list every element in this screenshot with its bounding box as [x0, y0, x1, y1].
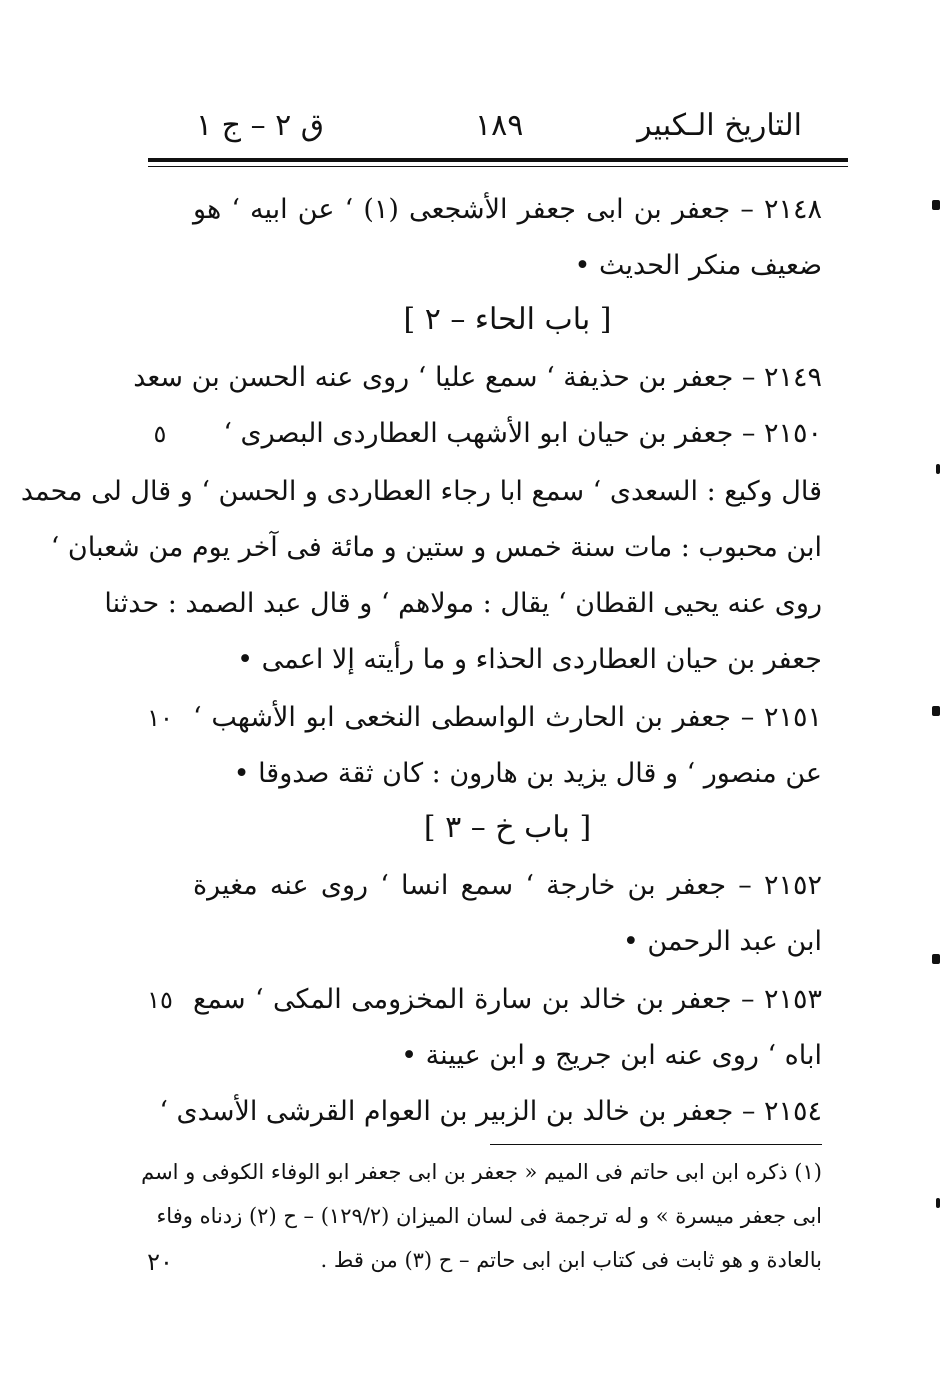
entry-2154-line-1: ٢١٥٤ – جعفر بن خالد بن الزبير بن العوام القرشى الأسدى ‘ — [159, 1096, 822, 1127]
entry-2153-line-2: اباه ‘ روى عنه ابن جريج و ابن عيينة • — [401, 1040, 822, 1071]
chapter-heading-ha: [ باب الحاء – ٢ ] — [403, 302, 612, 337]
footnote-line-3: بالعادة و هو ثابت فى كتاب ابن ابى حاتم – ح (٣) من قط . — [320, 1248, 822, 1272]
entry-2153-line-1: ٢١٥٣ – جعفر بن خالد بن سارة المخزومى المكى ‘ سمع — [193, 984, 822, 1015]
margin-line-number: ٥ — [153, 420, 167, 448]
footnote-line-2: ابى جعفر ميسرة » و له ترجمة فى لسان الميزان (١٢٩/٢) – ح (٢) زدناه وفاء — [156, 1204, 822, 1228]
footnote-line-1: (١) ذكره ابن ابى حاتم فى الميم « جعفر بن ابى جعفر ابو الوفاء الكوفى و اسم — [141, 1160, 822, 1184]
footnote-rule — [490, 1144, 822, 1145]
entry-2151-line-2: عن منصور ‘ و قال يزيد بن هارون : كان ثقة صدوقا • — [233, 758, 822, 789]
section-reference: ق ٢ – ج ١ — [196, 108, 325, 143]
entry-2148-line-2: ضعيف منكر الحديث • — [574, 250, 822, 281]
entry-2149: ٢١٤٩ – جعفر بن حذيفة ‘ سمع عليا ‘ روى عنه الحسن بن سعد — [133, 362, 822, 393]
entry-2150-line-3: ابن محبوب : مات سنة خمس و ستين و مائة فى آخر يوم من شعبان ‘ — [50, 532, 822, 563]
edge-mark — [932, 706, 940, 716]
running-header — [150, 104, 848, 148]
edge-mark — [936, 464, 940, 474]
margin-line-number: ١٥ — [147, 986, 173, 1014]
entry-2151-line-1: ٢١٥١ – جعفر بن الحارث الواسطى النخعى ابو الأشهب ‘ — [193, 702, 822, 733]
edge-mark — [936, 1198, 940, 1208]
header-rule-thin — [148, 166, 848, 167]
entry-2150-line-5: جعفر بن حيان العطاردى الحذاء و ما رأيته إلا اعمى • — [237, 644, 822, 675]
header-rule-thick — [148, 158, 848, 162]
entry-2150-line-2: قال وكيع : السعدى ‘ سمع ابا رجاء العطاردى و الحسن ‘ و قال لى محمد — [20, 476, 822, 507]
margin-line-number: ٢٠ — [147, 1248, 173, 1276]
edge-mark — [932, 200, 940, 210]
edge-mark — [932, 954, 940, 964]
entry-2150-line-4: روى عنه يحيى القطان ‘ يقال : مولاهم ‘ و قال عبد الصمد : حدثنا — [104, 588, 822, 619]
entry-2152-line-2: ابن عبد الرحمن • — [622, 926, 822, 957]
chapter-heading-kha: [ باب خ – ٣ ] — [423, 810, 592, 845]
margin-line-number: ١٠ — [147, 704, 173, 732]
book-title: التاريخ الـكبير — [637, 108, 802, 143]
page-number: ١٨٩ — [475, 108, 524, 143]
entry-2148-line-1: ٢١٤٨ – جعفر بن ابى جعفر الأشجعى (١) ‘ عن ابيه ‘ هو — [193, 194, 822, 225]
entry-2152-line-1: ٢١٥٢ – جعفر بن خارجة ‘ سمع انسا ‘ روى عنه مغيرة — [193, 870, 822, 901]
entry-2150-line-1: ٢١٥٠ – جعفر بن حيان ابو الأشهب العطاردى البصرى ‘ — [223, 418, 822, 449]
